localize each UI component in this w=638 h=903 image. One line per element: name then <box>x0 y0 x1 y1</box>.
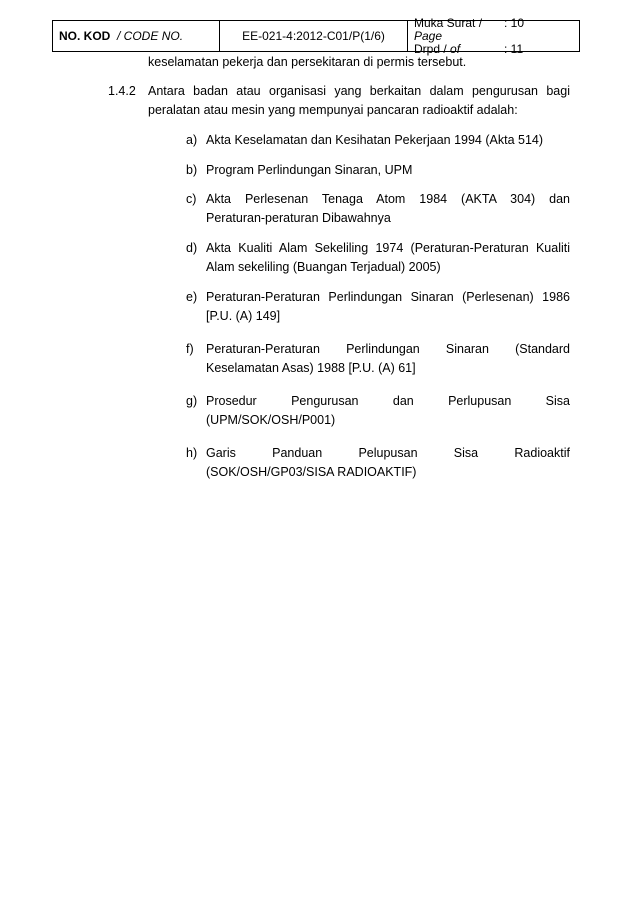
section-number: 1.4.2 <box>108 84 136 98</box>
page-value: : 10 <box>504 15 525 30</box>
page-row <box>414 17 579 43</box>
page-label-italic: Page <box>414 28 443 43</box>
list-item: Prosedur Pengurusan dan Perlupusan Sisa <box>206 394 570 408</box>
code-value: EE-021-4:2012-C01/P(1/6) <box>242 29 385 43</box>
document-header <box>52 15 580 56</box>
list-item-marker: f) <box>186 342 194 356</box>
list-item: Peraturan-Peraturan Perlindungan Sinaran (Standard <box>206 342 570 356</box>
list-item-marker: a) <box>186 133 198 147</box>
code-value-cell <box>220 21 408 51</box>
section-line-2: peralatan atau mesin yang mempunyai pancaran radioaktif adalah: <box>148 103 518 117</box>
list-item-marker: b) <box>186 163 198 177</box>
list-item: Akta Keselamatan dan Kesihatan Pekerjaan 1994 (Akta 514) <box>206 133 544 147</box>
list-item-marker: h) <box>186 446 198 460</box>
continuation-text: keselamatan pekerja dan persekitaran di permis tersebut. <box>148 55 467 69</box>
list-item-continuation: (UPM/SOK/OSH/P001) <box>206 413 336 427</box>
section-line-1: Antara badan atau organisasi yang berkaitan dalam pengurusan bagi <box>148 84 570 98</box>
list-item-marker: e) <box>186 290 198 304</box>
list-item: Akta Perlesenan Tenaga Atom 1984 (AKTA 304) dan <box>206 192 570 206</box>
code-label-italic: / CODE NO. <box>117 29 184 43</box>
list-item: Peraturan-Peraturan Perlindungan Sinaran (Perlesenan) 1986 <box>206 290 570 304</box>
list-item-marker: g) <box>186 394 198 408</box>
list-item-continuation: Keselamatan Asas) 1988 [P.U. (A) 61] <box>206 361 416 375</box>
list-item-continuation: [P.U. (A) 149] <box>206 309 281 323</box>
code-label-cell <box>53 21 220 51</box>
list-item: Garis Panduan Pelupusan Sisa Radioaktif <box>206 446 570 460</box>
list-item-continuation: Peraturan-peraturan Dibawahnya <box>206 211 391 225</box>
list-item-marker: d) <box>186 241 198 255</box>
list-item-continuation: (SOK/OSH/GP03/SISA RADIOAKTIF) <box>206 465 417 479</box>
of-value: : 11 <box>504 41 524 56</box>
list-item: Program Perlindungan Sinaran, UPM <box>206 163 413 177</box>
page-info-cell <box>408 15 579 56</box>
of-row <box>414 43 579 56</box>
code-label-bold: NO. KOD <box>59 29 111 43</box>
list-item-continuation: Alam sekeliling (Buangan Terjadual) 2005) <box>206 260 441 274</box>
of-label-italic: of <box>450 41 461 56</box>
list-item: Akta Kualiti Alam Sekeliling 1974 (Peraturan-Peraturan Kualiti <box>206 241 570 255</box>
list-item-marker: c) <box>186 192 197 206</box>
page-label: Muka Surat / <box>414 15 483 30</box>
of-label: Drpd / <box>414 41 451 56</box>
